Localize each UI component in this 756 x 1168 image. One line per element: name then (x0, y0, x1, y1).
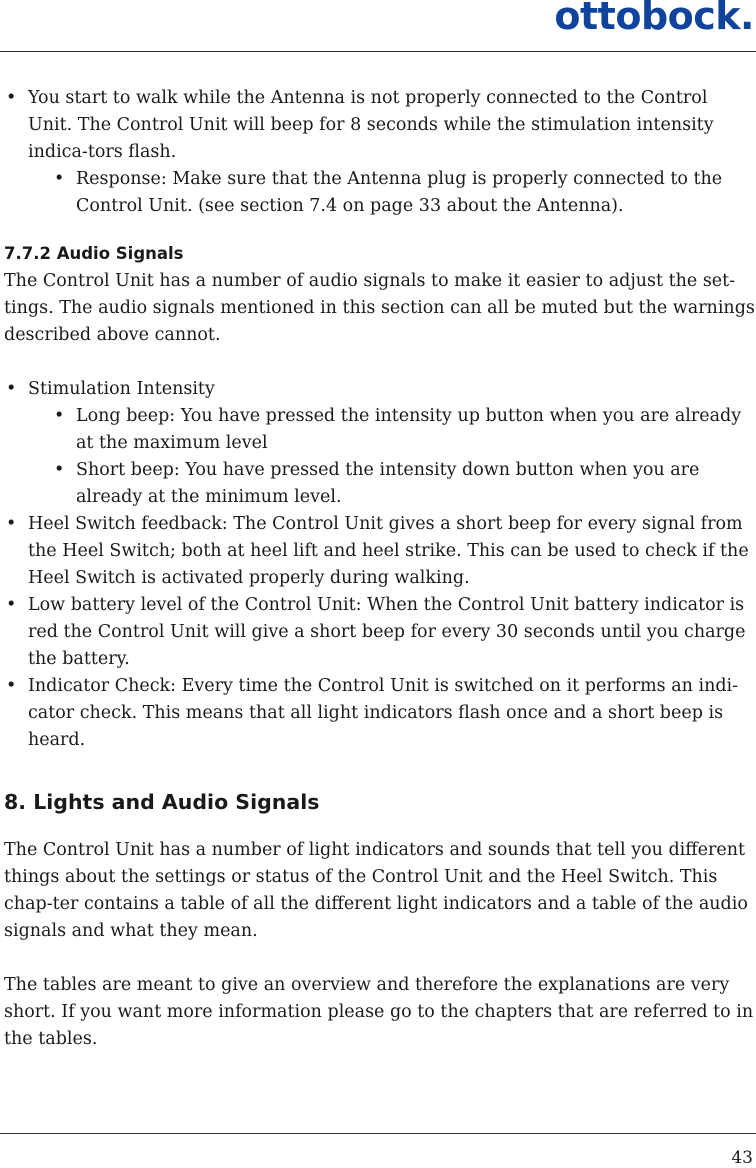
section-heading-7-7-2: 7.7.2 Audio Signals (4, 244, 184, 263)
top-bullet-list (4, 85, 756, 220)
audio-signals-list (4, 376, 756, 754)
list-item: • Indicator Check: Every time the Control Unit is switched on it performs an indi-cator check. This means that all light indicators flash once and a short beep is heard. (4, 673, 756, 754)
section-heading-8: 8. Lights and Audio Signals (4, 790, 320, 814)
list-item (4, 376, 756, 511)
list-item: • Low battery level of the Control Unit: When the Control Unit battery indicator is red the Control Unit will give a short beep for every 30 seconds until you charge the battery. (4, 592, 756, 673)
sub-bullet-list (52, 403, 756, 511)
list-item: • Short beep: You have pressed the intensity down button when you are already at the minimum level. (52, 457, 756, 511)
section-8-paragraph: The tables are meant to give an overview and therefore the explanations are very short. If you want more information please go to the chapters that are referred to in the tables. (4, 975, 754, 1049)
audio-signals-intro: The Control Unit has a number of audio signals to make it easier to adjust the set-tings. The audio signals mentioned in this section can all be muted but the warnings described above cannot. (4, 271, 755, 345)
list-item: • Long beep: You have pressed the intensity up button when you are already at the maximum level (52, 403, 756, 457)
list-item: • Heel Switch feedback: The Control Unit gives a short beep for every signal from the Heel Switch; both at heel lift and heel strike. This can be used to check if the Heel Switch is activated properly during walking. (4, 511, 756, 592)
page-content (4, 85, 756, 1053)
stimulation-intensity-label: Stimulation Intensity (28, 379, 215, 399)
sub-bullet-list (52, 166, 756, 220)
header-rule (0, 51, 756, 52)
footer-rule (0, 1133, 756, 1134)
ottobock-logo: ottobock. (554, 0, 754, 38)
page-number: 43 (731, 1148, 753, 1168)
section-8-paragraph: The Control Unit has a number of light indicators and sounds that tell you different things about the settings or status of the Control Unit and the Heel Switch. This chap-ter contains a table of all the different light indicators and a table of the audio signals and what they mean. (4, 840, 748, 941)
antenna-warning-text: You start to walk while the Antenna is not properly connected to the Control Unit. The Control Unit will beep for 8 seconds while the stimulation intensity indica-tors flash. (28, 88, 714, 162)
list-item (4, 85, 756, 220)
list-item: • Response: Make sure that the Antenna plug is properly connected to the Control Unit. (see section 7.4 on page 33 about the Antenna). (52, 166, 756, 220)
